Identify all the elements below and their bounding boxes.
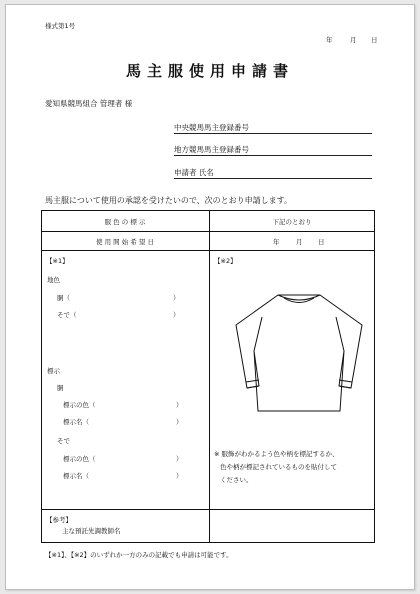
table-border-bottom bbox=[41, 542, 375, 543]
table-border-left bbox=[41, 210, 42, 543]
application-form-page bbox=[5, 4, 415, 590]
marking-label: 標示 bbox=[47, 367, 60, 375]
table-column-divider bbox=[209, 210, 210, 543]
note2-marker: 【※2】 bbox=[214, 257, 237, 265]
central-number-line[interactable] bbox=[174, 133, 372, 134]
intro-text: 馬主服について使用の承認を受けたいので、次のとおり申請します。 bbox=[45, 196, 293, 205]
ground-sleeve-label: そで（ bbox=[57, 311, 77, 319]
local-number-label: 地方競馬馬主登録番号 bbox=[174, 145, 249, 154]
ground-sleeve-close: ） bbox=[173, 311, 180, 319]
addressee: 愛知県競馬組合 管理者 様 bbox=[45, 99, 133, 108]
note1-marker: 【※1】 bbox=[46, 257, 69, 265]
marking-sleeve-label: そで bbox=[57, 437, 70, 445]
as-follows-header: 下記のとおり bbox=[272, 218, 312, 226]
date-year-label: 年 bbox=[326, 36, 333, 44]
trainer-name-label: 主な預託先調教師名 bbox=[62, 527, 121, 535]
jacket-caption-line2: 色や柄が標記されているものを貼付して bbox=[220, 463, 337, 471]
footnote: 【※1】、【※2】のいずれか一方のみの記載でも申請は可能です。 bbox=[45, 551, 233, 559]
ground-body-label: 胴（ bbox=[57, 294, 70, 302]
body-mark-color-close: ） bbox=[176, 401, 183, 409]
body-mark-name-close: ） bbox=[176, 418, 183, 426]
applicant-name-line[interactable] bbox=[174, 178, 372, 179]
racing-silks-jacket-icon bbox=[232, 293, 366, 413]
marking-body-label: 胴 bbox=[57, 384, 64, 392]
date-day-label: 日 bbox=[371, 36, 378, 44]
start-date-label: 使 用 開 始 希 望 日 bbox=[96, 238, 154, 246]
ground-color-label: 地色 bbox=[47, 276, 60, 284]
sleeve-mark-color-label: 標示の色（ bbox=[63, 455, 96, 463]
body-mark-color-label: 標示の色（ bbox=[63, 401, 96, 409]
local-number-line[interactable] bbox=[174, 155, 372, 156]
start-date-day: 日 bbox=[318, 238, 325, 246]
table-border-right bbox=[374, 210, 375, 543]
body-mark-name-label: 標示名（ bbox=[63, 418, 89, 426]
central-number-label: 中央競馬馬主登録番号 bbox=[174, 123, 249, 132]
color-indication-header: 服 色 の 標 示 bbox=[104, 218, 146, 226]
sleeve-mark-name-label: 標示名（ bbox=[63, 472, 89, 480]
date-month-label: 月 bbox=[350, 36, 357, 44]
table-border-top bbox=[41, 210, 375, 211]
table-row-divider bbox=[41, 231, 375, 232]
form-number: 様式第1号 bbox=[45, 22, 76, 30]
sleeve-mark-name-close: ） bbox=[176, 472, 183, 480]
applicant-name-label: 申請者 氏名 bbox=[174, 168, 214, 177]
ground-body-close: ） bbox=[173, 294, 180, 302]
start-date-year: 年 bbox=[273, 238, 280, 246]
jacket-caption-line3: ください。 bbox=[220, 476, 253, 484]
start-date-month: 月 bbox=[296, 238, 303, 246]
reference-label: 【参考】 bbox=[46, 516, 72, 524]
jacket-caption-line1: ※ 服飾がわかるよう色や柄を標記するか、 bbox=[214, 450, 339, 458]
table-row-divider bbox=[41, 509, 375, 510]
sleeve-mark-color-close: ） bbox=[176, 455, 183, 463]
table-row-divider bbox=[41, 250, 375, 251]
page-title: 馬主服使用申請書 bbox=[125, 62, 294, 80]
